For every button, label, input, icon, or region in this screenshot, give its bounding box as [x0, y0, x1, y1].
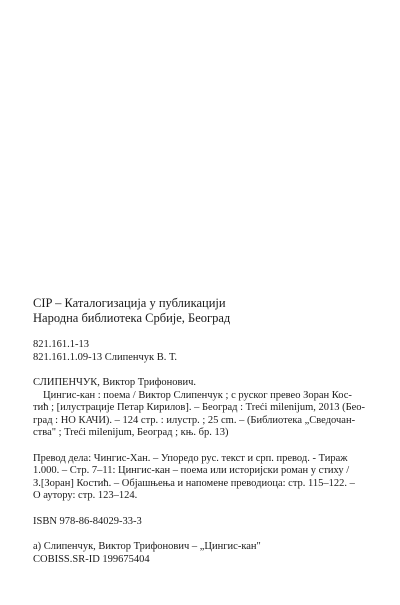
cobiss-id: COBISS.SR-ID 199675404: [33, 553, 150, 565]
cip-header-line: CIP – Каталогизација у публикацији: [33, 296, 226, 310]
udc-line: 821.161.1.09-13 Слипенчук В. Т.: [33, 351, 178, 363]
record-line: град : НО КАЧИ). – 124 стр. : илустр. ; 25 cm. – (Библиотека „Сведочан-: [33, 414, 356, 426]
notes-block: [33, 453, 371, 503]
udc-line: 821.161.1-13: [33, 339, 89, 350]
notes-line: О аутору: стр. 123–124.: [33, 490, 138, 501]
record-line: тић ; [илустрације Петар Кирилов]. – Београд : Treći milenijum, 2013 (Бео-: [33, 402, 366, 413]
cip-header-line: Народна библиотека Србије, Београд: [33, 311, 231, 325]
record-line: Цингис-кан : поема / Виктор Слипенчук ; с руског превео Зоран Кос-: [43, 389, 352, 401]
footer-line: а) Слипенчук, Виктор Трифонович – „Цингис-кан": [33, 541, 261, 552]
bibliographic-record: [33, 377, 371, 440]
author-heading: СЛИПЕНЧУК, Виктор Трифонович.: [33, 377, 196, 388]
record-line: ства" ; Treći milenijum, Београд ; књ. бр. 13): [33, 427, 229, 438]
notes-line: Превод дела: Чингис-Хан. – Упоредо рус. текст и срп. превод. - Тираж: [33, 452, 348, 464]
isbn: ISBN 978-86-84029-33-3: [33, 515, 142, 527]
notes-line: 1.000. – Стр. 7–11: Цингис-кан – поема или историјски роман у стиху /: [33, 465, 350, 476]
udc-block: [33, 339, 371, 364]
cip-record: [33, 296, 371, 566]
footer-block: [33, 541, 371, 566]
notes-line: З.[Зоран] Костић. – Објашњења и напомене преводиоца: стр. 115–122. –: [33, 477, 355, 489]
cip-header: [33, 296, 371, 326]
